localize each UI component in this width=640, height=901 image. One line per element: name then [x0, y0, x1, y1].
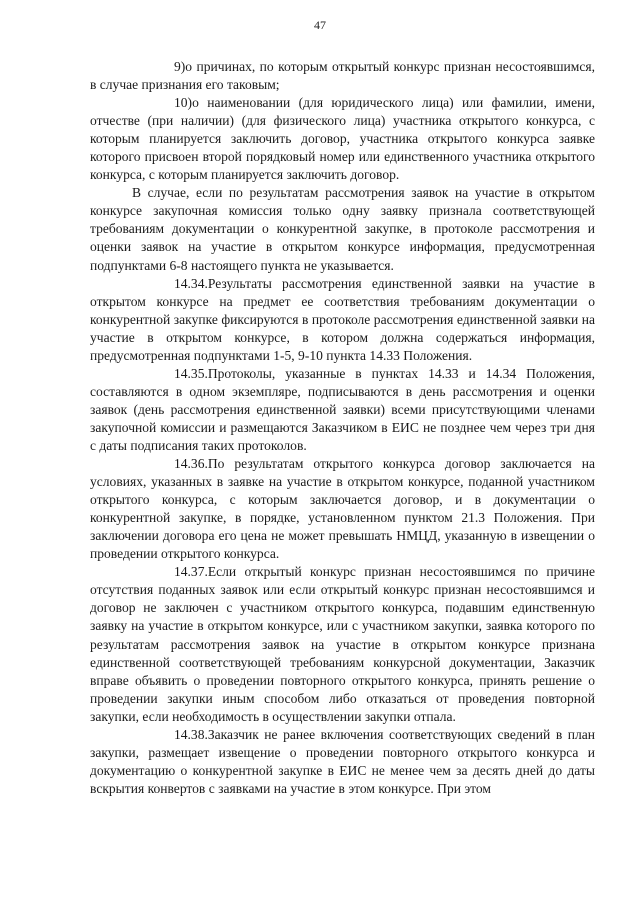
- body-text: [90, 58, 595, 798]
- paragraph-number: 9): [174, 59, 186, 74]
- paragraph-14-38: [90, 726, 595, 798]
- paragraph-number: 14.37.: [174, 564, 208, 580]
- paragraph-item-9: [90, 58, 595, 94]
- paragraph-number: 14.34.: [174, 275, 208, 291]
- paragraph-text: По результатам открытого конкурса договор заключается на условиях, указанных в заявке на участие в открытом конкурсе, поданной участником открытого конкурса, с которым заключается договор, и в документации о конкурентной закупке, в порядке, установленном пунктом 21.3 Положения. При заключении договора его цена не может превышать НМЦД, указанную в извещении о проведении открытого конкурса.: [90, 456, 595, 562]
- paragraph-text: о причинах, по которым открытый конкурс признан несостоявшимся, в случае признания его таковым;: [90, 59, 595, 93]
- page-number: 47: [314, 18, 326, 32]
- paragraph-text: Результаты рассмотрения единственной заявки на участие в открытом конкурсе на предмет ее соответствия требованиям документации о конкурентной закупке фиксируются в протоколе рассмотрения единственной заявки на участие в открытом конкурсе, в котором должна содержаться информация, предусмотренная подпунктами 1-5, 9-10 пункта 14.33 Положения.: [90, 275, 595, 363]
- paragraph-14-35: [90, 365, 595, 455]
- paragraph-item-10: [90, 94, 595, 184]
- paragraph-14-36: [90, 455, 595, 563]
- paragraph-14-34: [90, 275, 595, 365]
- paragraph-number: 14.35.: [174, 365, 208, 381]
- paragraph-text: Если открытый конкурс признан несостоявшимся по причине отсутствия поданных заявок или если открытый конкурс признан несостоявшимся и договор не заключен с участником открытого конкурса, подавшим единственную заявку на участие в открытом конкурсе, или с участником закупки, заявка которого по результатам рассмотрения заявок на участие в открытом конкурсе признана единственной соответствующей требованиям конкурсной документации, Заказчик вправе объявить о проведении повторного открытого конкурса, принять решение о проведении закупки иным способом либо отказаться от проведения повторной закупки, если необходимость в осуществлении закупки отпала.: [90, 564, 595, 724]
- paragraph-number: 14.36.: [174, 456, 208, 472]
- paragraph-14-37: [90, 563, 595, 725]
- paragraph-text: Протоколы, указанные в пунктах 14.33 и 14.34 Положения, составляются в одном экземпляре, подписываются в день рассмотрения и оценки заявок (день рассмотрения единственной заявки) всеми присутствующими членами закупочной комиссии и размещаются Заказчиком в ЕИС не позднее чем через три дня с даты подписания таких протоколов.: [90, 365, 595, 453]
- paragraph-number: 10): [174, 95, 193, 111]
- paragraph-text: Заказчик не ранее включения соответствующих сведений в план закупки, размещает извещение о проведении повторного открытого конкурса и документацию о конкурентной закупке в ЕИС не менее чем за десять дней до даты вскрытия конвертов с заявками на участие в этом конкурсе. При этом: [90, 726, 595, 796]
- paragraph-text: В случае, если по результатам рассмотрения заявок на участие в открытом конкурсе закупочная комиссия только одну заявку признала соответствующей требованиям документации о конкурентной закупке, в протоколе рассмотрения и оценки заявок на участие в открытом конкурсе информация, предусмотренная подпунктами 6-8 настоящего пункта не указывается.: [90, 185, 595, 273]
- paragraph-single-bid-note: [90, 184, 595, 274]
- paragraph-number: 14.38.: [174, 726, 208, 742]
- paragraph-text: о наименовании (для юридического лица) или фамилии, имени, отчестве (при наличии) (для физического лица) участника открытого конкурса, с которым планируется заключить договор, участника открытого конкурса заявке которого присвоен второй порядковый номер или единственного участника открытого конкурса, с которым планируется заключить договор.: [90, 95, 595, 183]
